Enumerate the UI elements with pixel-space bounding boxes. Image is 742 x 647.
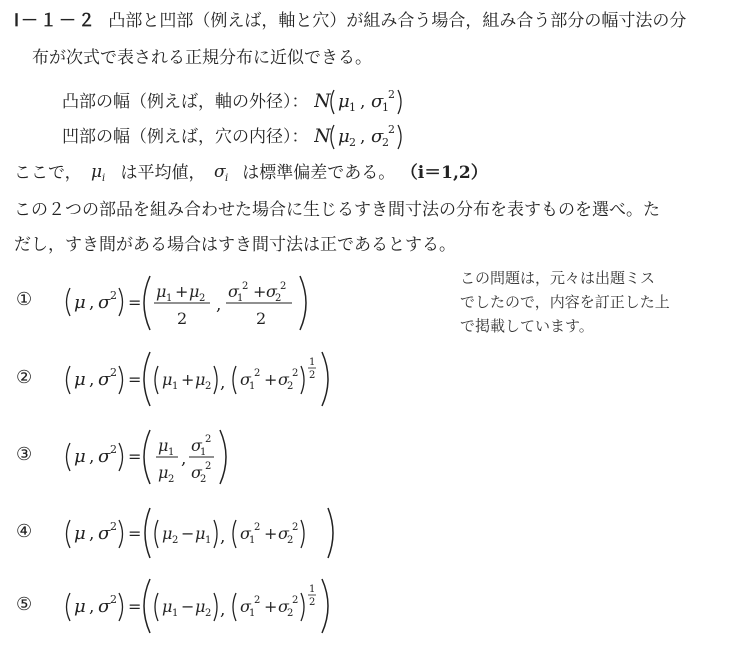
choice-5-formula[interactable] <box>60 575 360 637</box>
svg-text:2: 2 <box>110 366 117 379</box>
svg-text:2: 2 <box>205 434 212 445</box>
svg-text:2: 2 <box>292 522 299 533</box>
definition-line <box>14 160 488 184</box>
concave-width-line <box>62 121 434 151</box>
svg-text:,: , <box>89 524 95 544</box>
svg-text:2: 2 <box>205 461 212 472</box>
svg-text:,: , <box>220 600 226 620</box>
svg-text:2: 2 <box>254 368 261 379</box>
svg-text:σ: σ <box>191 436 202 455</box>
svg-text:σ: σ <box>98 292 111 313</box>
svg-text:2: 2 <box>199 293 206 304</box>
svg-text:2: 2 <box>275 293 282 304</box>
svg-text:2: 2 <box>172 535 179 546</box>
svg-text:2: 2 <box>287 608 294 619</box>
svg-text:1: 1 <box>168 447 175 458</box>
svg-text:,: , <box>220 373 226 393</box>
concave-distribution-formula <box>314 121 434 151</box>
svg-text:μ: μ <box>158 463 169 482</box>
svg-text:μ: μ <box>74 292 86 313</box>
svg-text:μ: μ <box>195 597 206 616</box>
svg-text:μ: μ <box>74 446 86 467</box>
svg-text:2: 2 <box>381 136 389 149</box>
svg-text:σ: σ <box>240 524 251 543</box>
svg-text:σ: σ <box>278 597 289 616</box>
svg-text:2: 2 <box>168 474 175 485</box>
svg-text:2: 2 <box>110 443 117 456</box>
svg-text:=: = <box>128 524 142 543</box>
concave-width-label: 凹部の幅（例えば，穴の内径）： <box>62 127 309 147</box>
svg-text:1: 1 <box>205 535 212 546</box>
svg-text:1: 1 <box>309 357 316 368</box>
svg-text:μ: μ <box>74 369 86 390</box>
choice-2-formula[interactable] <box>60 348 360 410</box>
svg-text:=: = <box>128 447 142 466</box>
svg-text:2: 2 <box>287 535 294 546</box>
question-text-1: 凸部と凹部（例えば，軸と穴）が組み合う場合，組み合う部分の幅寸法の分 <box>108 11 687 31</box>
svg-text:1: 1 <box>249 608 256 619</box>
svg-text:μ: μ <box>158 436 169 455</box>
choice-5-number[interactable]: ⑤ <box>16 594 33 615</box>
convex-width-label: 凸部の幅（例えば，軸の外径）： <box>62 92 309 112</box>
svg-text:σ: σ <box>191 463 202 482</box>
svg-text:1: 1 <box>200 447 207 458</box>
svg-text:2: 2 <box>287 381 294 392</box>
svg-text:2: 2 <box>309 597 316 608</box>
svg-text:σ: σ <box>240 370 251 389</box>
svg-text:σ: σ <box>278 370 289 389</box>
svg-text:,: , <box>89 597 95 617</box>
svg-text:=: = <box>128 293 142 312</box>
svg-text:σ: σ <box>228 282 239 301</box>
question-text-2: 布が次式で表される正規分布に近似できる。 <box>32 48 372 68</box>
instruction-text-2: だし，すき間がある場合はすき間寸法は正であるとする。 <box>14 235 456 255</box>
index-range: （i＝1,2） <box>400 163 488 183</box>
svg-text:2: 2 <box>387 123 395 136</box>
choice-2-number[interactable]: ② <box>16 367 33 388</box>
svg-text:2: 2 <box>200 474 207 485</box>
svg-text:−: − <box>181 524 195 543</box>
svg-text:2: 2 <box>110 520 117 533</box>
svg-text:,: , <box>89 370 95 390</box>
svg-text:σ: σ <box>98 369 111 390</box>
question-line-2 <box>32 47 372 69</box>
svg-text:2: 2 <box>110 289 117 302</box>
editorial-note <box>460 266 710 338</box>
convex-distribution-formula <box>314 86 434 116</box>
mu-i-symbol <box>87 160 115 184</box>
question-line-1 <box>14 10 686 32</box>
svg-text:σ: σ <box>266 282 277 301</box>
svg-text:i: i <box>224 173 229 184</box>
svg-text:−: − <box>181 597 195 616</box>
note-line-1: この問題は，元々は出題ミス <box>460 269 656 287</box>
svg-text:2: 2 <box>242 281 249 292</box>
svg-text:1: 1 <box>172 381 179 392</box>
svg-text:2: 2 <box>292 368 299 379</box>
svg-text:2: 2 <box>348 136 356 149</box>
definition-post: は標準偏差である。 <box>242 163 396 183</box>
svg-text:=: = <box>128 597 142 616</box>
svg-text:N: N <box>313 125 331 147</box>
svg-text:1: 1 <box>309 584 316 595</box>
svg-text:,: , <box>359 92 366 112</box>
svg-text:i: i <box>102 173 106 184</box>
sigma-i-symbol <box>211 160 237 184</box>
svg-text:+: + <box>264 597 278 616</box>
svg-text:σ: σ <box>98 523 111 544</box>
svg-text:σ: σ <box>370 126 384 147</box>
svg-text:1: 1 <box>348 101 356 114</box>
choice-4-formula[interactable] <box>60 502 360 564</box>
svg-text:2: 2 <box>256 309 267 328</box>
svg-text:2: 2 <box>387 88 395 101</box>
svg-text:,: , <box>359 127 366 147</box>
convex-width-line <box>62 86 434 116</box>
svg-text:2: 2 <box>254 595 261 606</box>
svg-text:μ: μ <box>74 523 86 544</box>
svg-text:+: + <box>175 282 189 301</box>
svg-text:μ: μ <box>91 162 103 182</box>
svg-text:+: + <box>253 282 267 301</box>
svg-text:,: , <box>216 295 222 315</box>
svg-text:2: 2 <box>205 608 212 619</box>
svg-text:μ: μ <box>156 282 167 301</box>
svg-text:2: 2 <box>309 370 316 381</box>
svg-text:N: N <box>313 90 331 112</box>
svg-text:2: 2 <box>254 522 261 533</box>
svg-text:+: + <box>264 370 278 389</box>
svg-text:μ: μ <box>195 370 206 389</box>
svg-text:,: , <box>89 447 95 467</box>
svg-text:μ: μ <box>195 524 206 543</box>
instruction-line-1 <box>14 199 660 221</box>
svg-text:μ: μ <box>162 524 173 543</box>
svg-text:=: = <box>128 370 142 389</box>
definition-pre: ここで， <box>14 163 82 183</box>
svg-text:1: 1 <box>381 101 389 114</box>
svg-text:μ: μ <box>337 91 350 112</box>
choice-4-number[interactable]: ④ <box>16 521 33 542</box>
svg-text:μ: μ <box>162 370 173 389</box>
svg-text:σ: σ <box>370 91 384 112</box>
svg-text:μ: μ <box>189 282 200 301</box>
choice-3-number[interactable]: ③ <box>16 444 33 465</box>
svg-text:μ: μ <box>74 596 86 617</box>
svg-text:σ: σ <box>98 596 111 617</box>
svg-text:1: 1 <box>237 293 244 304</box>
svg-text:σ: σ <box>98 446 111 467</box>
svg-text:2: 2 <box>292 595 299 606</box>
svg-text:2: 2 <box>280 281 287 292</box>
svg-text:σ: σ <box>213 162 226 182</box>
question-number: Ⅰ－１－２ <box>14 11 98 31</box>
instruction-line-2 <box>14 234 456 256</box>
svg-text:,: , <box>89 293 95 313</box>
svg-text:,: , <box>220 527 226 547</box>
choice-1-formula[interactable] <box>60 272 340 334</box>
svg-text:,: , <box>181 449 187 469</box>
svg-text:2: 2 <box>177 309 188 328</box>
svg-text:2: 2 <box>110 593 117 606</box>
definition-mid: は平均値， <box>120 163 206 183</box>
svg-text:1: 1 <box>249 535 256 546</box>
note-line-2: でしたので，内容を訂正した上 <box>460 293 670 311</box>
svg-text:1: 1 <box>166 293 173 304</box>
svg-text:1: 1 <box>172 608 179 619</box>
instruction-text-1: この２つの部品を組み合わせた場合に生じるすき間寸法の分布を表すものを選べ。た <box>14 200 660 220</box>
svg-text:+: + <box>264 524 278 543</box>
svg-text:σ: σ <box>240 597 251 616</box>
svg-text:μ: μ <box>162 597 173 616</box>
svg-text:σ: σ <box>278 524 289 543</box>
note-line-3: で掲載しています。 <box>460 317 594 335</box>
svg-text:1: 1 <box>249 381 256 392</box>
svg-text:+: + <box>181 370 195 389</box>
svg-text:μ: μ <box>337 126 350 147</box>
choice-1-number[interactable]: ① <box>16 289 33 310</box>
choice-3-formula[interactable] <box>60 426 260 488</box>
svg-text:2: 2 <box>205 381 212 392</box>
